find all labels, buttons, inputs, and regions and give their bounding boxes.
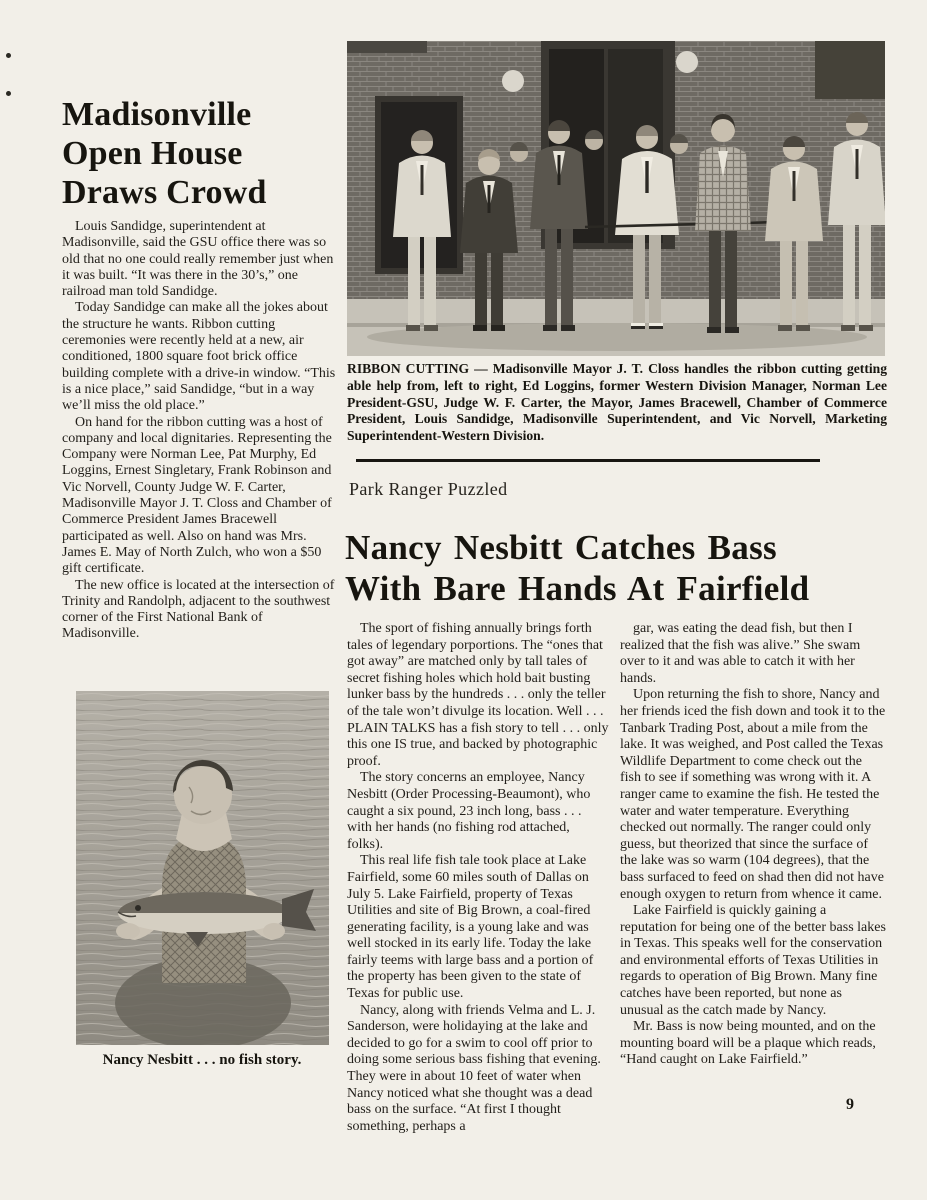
ribbon-photo-caption: RIBBON CUTTING — Madisonville Mayor J. T. Closs handles the ribbon cutting getting able help from, left to right, Ed Loggins, former Western Division Manager, Norman Lee President-GSU, Judge W. F. Carter, the Mayor, James Bracewell, Chamber of Commerce President, Louis Sandidge, Madisonville Superintendent, and Vic Norvell, Marketing Superintendent-Western Division. — [347, 361, 887, 444]
section-divider-rule — [356, 459, 820, 462]
paragraph: On hand for the ribbon cutting was a host of company and local dignitaries. Representing the Company were Norman Lee, Pat Murphy, Ed Loggins, Ernest Singletary, Frank Robinson and Vic Norvell, County Judge W. F. Carter, Madisonville Mayor J. T. Closs and Chamber of Commerce President James Bracewell participated as well. Also on hand was Mrs. James E. May of North Zulch, who won a $50 gift certificate. — [62, 414, 332, 577]
nancy-nesbitt-photo — [76, 691, 329, 1045]
paragraph: The new office is located at the intersection of Trinity and Randolph, adjacent to the southwest corner of the First National Bank of Madisonville. — [62, 577, 335, 642]
bass-article-headline — [345, 527, 890, 609]
paragraph: Lake Fairfield is quickly gaining a reputation for being one of the better bass lakes in Texas. This speaks well for the conservation and environmental efforts of Texas Utilities in regards to operation of Big Brown. Many fine catches have been reported, but none as unusual as the catch made by Nancy. — [620, 903, 886, 1018]
paragraph: The story concerns an employee, Nancy Nesbitt (Order Processing-Beaumont), who caught a six pound, 23 inch long, bass . . . with her hands (no fishing rod attached, folks). — [347, 770, 591, 852]
ribbon-cutting-photo — [347, 41, 885, 356]
paragraph: Nancy, along with friends Velma and L. J. Sanderson, were holidaying at the lake and decided to go for a swim to cool off prior to doing some serious bass fishing that evening. They were in about 10 feet of water when Nancy noticed what she thought was a dead bass on the surface. “At first I thought something, perhaps a — [347, 1002, 601, 1134]
scan-artifact-dot — [6, 53, 11, 58]
left-article-body — [62, 219, 342, 643]
paragraph: gar, was eating the dead fish, but then I realized that the fish was alive.” She swam over to it and was able to catch it with her hands. — [620, 621, 861, 686]
paragraph: Louis Sandidge, superintendent at Madisonville, said the GSU office there was so old that no one could really remember just when it was built. “It was there in the 30’s,” one railroad man told Sandidge. — [62, 219, 334, 300]
headline-line: Draws Crowd — [62, 173, 267, 211]
paragraph: Upon returning the fish to shore, Nancy and her friends iced the fish down and took it to the Tanbark Trading Post, about a mile from the lake. It was weighed, and Post called the Texas Wildlife Department to come check out the fish to see if something was wrong with it. A ranger came to examine the fish. He tested the water and water temperature. Everything checked out normally. The ranger could only guess, but theorized that since the surface of the lake was so warm (104 degrees), that the bass surfaced to feed on shad then did not have enough oxygen to return from whence it came. — [620, 687, 886, 902]
bass-article-column-1 — [347, 621, 609, 1135]
page-number: 9 — [846, 1096, 854, 1113]
nancy-with-bass-illustration — [76, 691, 329, 1045]
headline-line: Open House — [62, 134, 243, 172]
left-article-headline — [62, 95, 348, 212]
nancy-photo-caption: Nancy Nesbitt . . . no fish story. — [102, 1052, 302, 1068]
ribbon-cutting-illustration — [347, 41, 885, 356]
scan-artifact-dot — [6, 91, 11, 96]
headline-line: Madisonville — [62, 95, 252, 133]
paragraph: This real life fish tale took place at Lake Fairfield, some 60 miles south of Dallas on July 5. Lake Fairfield, property of Texas Utilities and site of Big Brown, a coal-fired generating facility, is a young lake and was well stocked in its early life. Today the lake fairly teems with large bass and a portion of the property has been given to the state of Texas for public use. — [347, 853, 594, 1002]
bass-article-kicker: Park Ranger Puzzled — [349, 479, 508, 499]
paragraph: Today Sandidge can make all the jokes about the structure he wants. Ribbon cutting ceremonies were recently held at a new, air conditioned, 1800 square foot brick office building complete with a drive-in window. “This is a nice place,” said Sandidge, “but in a way we’ll miss the old place.” — [62, 300, 336, 414]
bass-article-column-2 — [620, 621, 886, 1069]
paragraph: The sport of fishing annually brings forth tales of legendary porportions. The “ones that got away” are matched only by tall tales of secret fishing holes which hold bait busting lunker bass by the hundreds . . . only the teller of the tale won’t divulge its location. Well . . . PLAIN TALKS has a fish story to tell . . . only this one IS true, and backed by photographic proof. — [347, 621, 609, 769]
paragraph: Mr. Bass is now being mounted, and on the mounting board will be a plaque which reads, “Hand caught on Lake Fairfield.” — [620, 1019, 876, 1068]
headline-line: With Bare Hands At Fairfield — [345, 569, 810, 609]
headline-line: Nancy Nesbitt Catches Bass — [345, 528, 777, 568]
